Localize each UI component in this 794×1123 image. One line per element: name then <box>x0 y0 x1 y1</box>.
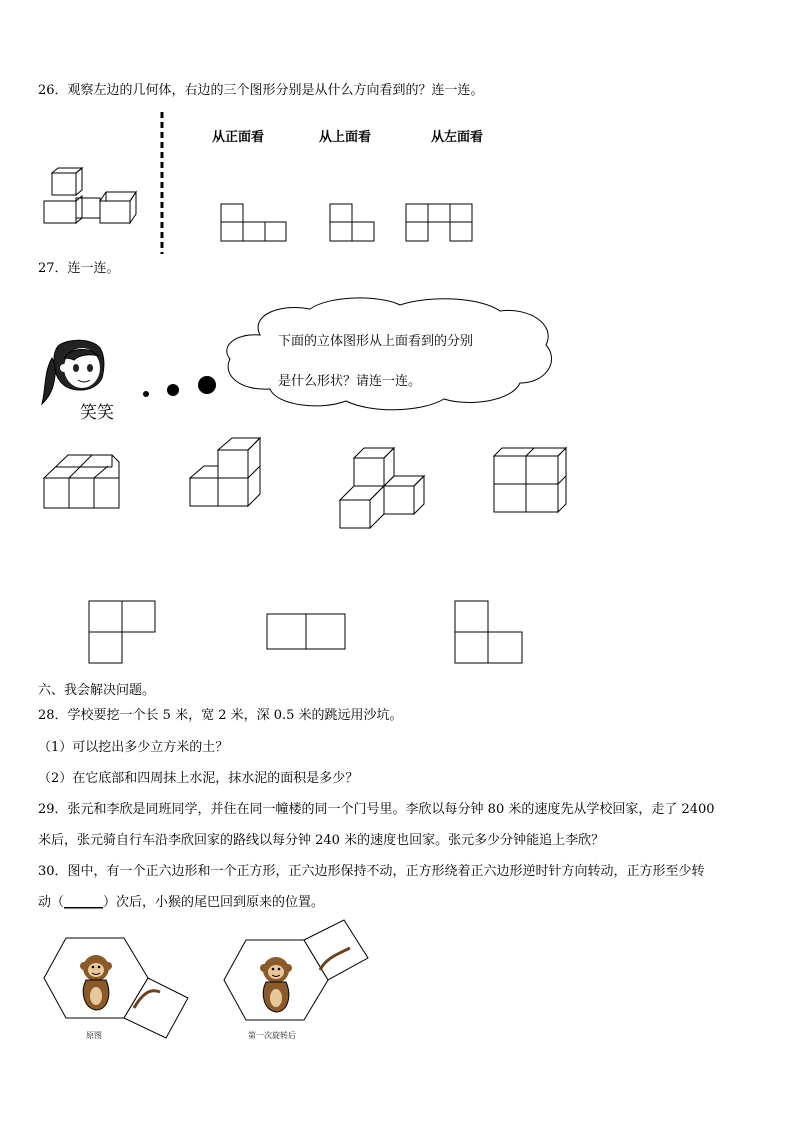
q30-answer-blank[interactable]: ______ <box>64 895 104 910</box>
q27-view-3[interactable] <box>454 600 526 666</box>
q30-line2-pre: 动（ <box>38 895 65 910</box>
q28-sub1: （1）可以挖出多少立方米的土？ <box>38 740 229 755</box>
q26-text: 26．观察左边的几何体，右边的三个图形分别是从什么方向看到的？连一连。 <box>38 83 484 98</box>
q27-text: 27．连一连。 <box>38 261 120 276</box>
q26-label-front: 从正面看 <box>212 130 265 145</box>
speech-cloud <box>220 295 560 415</box>
q26-view-a[interactable] <box>220 203 288 243</box>
thought-bubbles <box>140 376 220 398</box>
q27-solid-2[interactable] <box>188 436 264 508</box>
q27-solid-1[interactable] <box>42 452 124 512</box>
q27-view-2[interactable] <box>266 613 348 651</box>
bubble-line-1: 下面的立体图形从上面看到的分别 <box>278 334 474 349</box>
q26-label-left: 从左面看 <box>431 130 484 145</box>
q26-view-c[interactable] <box>405 203 475 243</box>
q27-solid-4[interactable] <box>492 446 570 516</box>
q30-caption-rotated: 第一次旋转后 <box>248 1031 296 1040</box>
bubble-line-2: 是什么形状？请连一连。 <box>278 374 422 389</box>
q30-figure-rotated <box>222 918 382 1028</box>
q30-caption-original: 原图 <box>86 1031 102 1040</box>
q26-view-b[interactable] <box>329 203 377 243</box>
q30-line2-post: ）次后，小猴的尾巴回到原来的位置。 <box>103 895 325 910</box>
q26-label-top: 从上面看 <box>319 130 372 145</box>
q30-line2 <box>38 895 324 911</box>
q29-line1: 29．张元和李欣是同班同学，并住在同一幢楼的同一个门号里。李欣以每分钟 80 米的速度先从学校回家，走了 2400 <box>38 802 715 817</box>
q29-line2: 米后，张元骑自行车沿李欣回家的路线以每分钟 240 米的速度也回家。张元多少分钟能追上李欣？ <box>38 833 605 848</box>
q28-sub2: （2）在它底部和四周抹上水泥，抹水泥的面积是多少？ <box>38 771 359 786</box>
q30-line1: 30．图中，有一个正六边形和一个正方形，正六边形保持不动，正方形绕着正六边形逆时针方向转动，正方形至少转 <box>38 864 705 879</box>
q27-view-1[interactable] <box>88 600 158 666</box>
q26-solid <box>40 165 140 225</box>
q27-solid-3[interactable] <box>338 446 428 532</box>
q26-divider <box>160 112 166 254</box>
girl-name: 笑笑 <box>80 403 114 423</box>
section6-title: 六、我会解决问题。 <box>38 683 156 698</box>
q28-text: 28．学校要挖一个长 5 米，宽 2 米，深 0.5 米的跳远用沙坑。 <box>38 708 403 723</box>
q30-figure-original <box>42 932 202 1040</box>
